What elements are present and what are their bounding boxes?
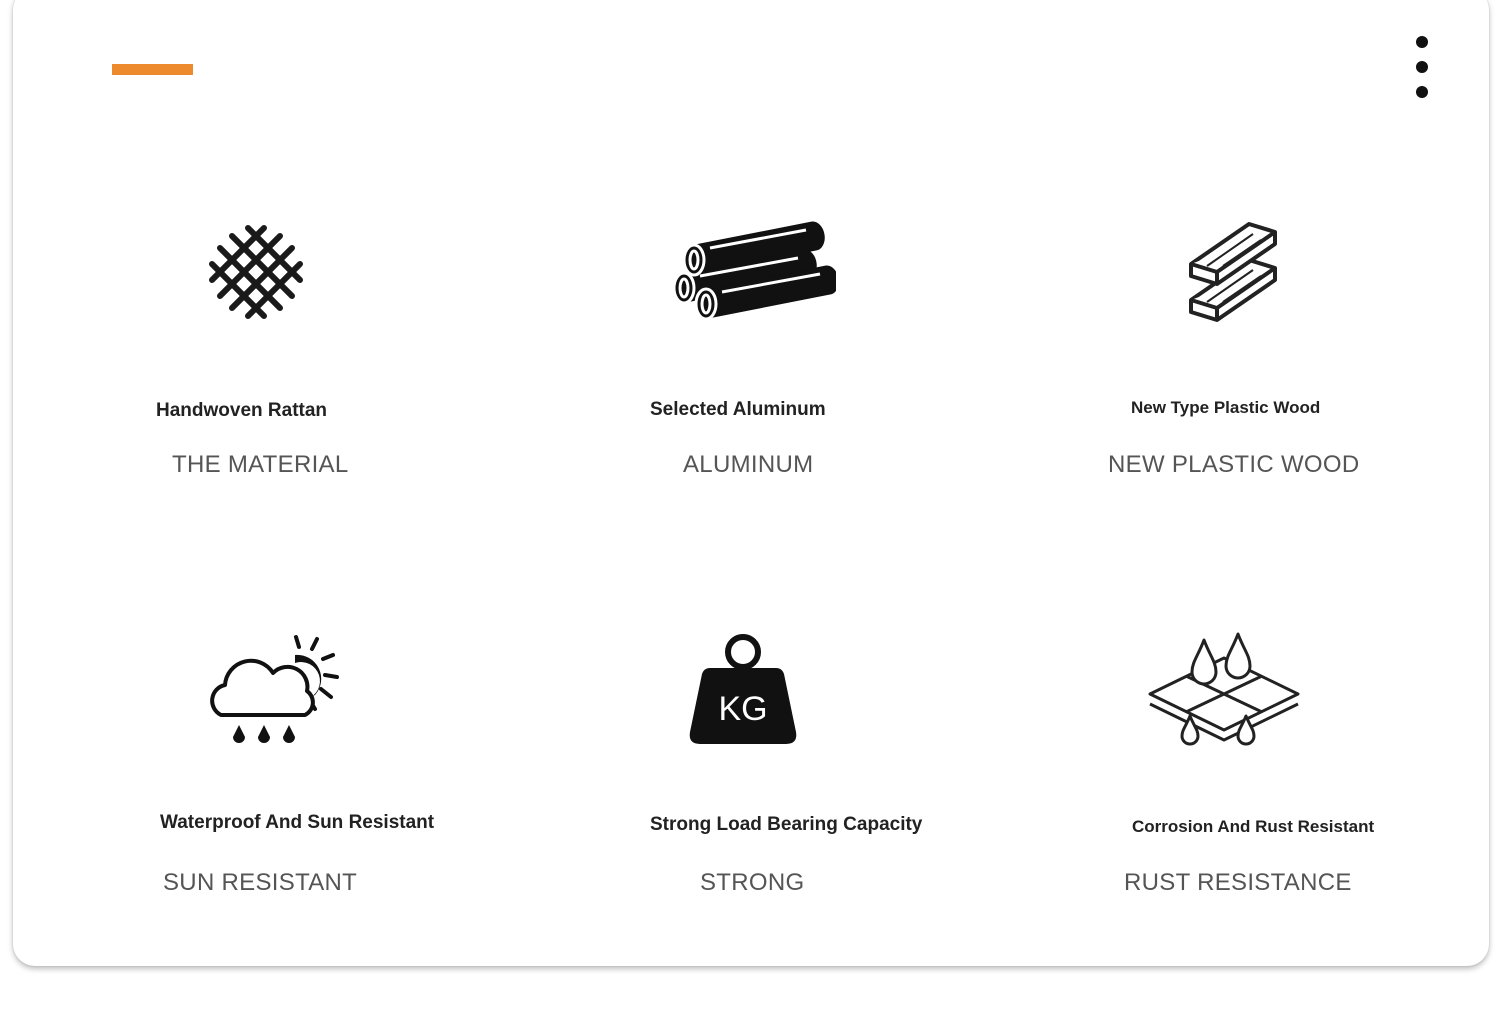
menu-dot — [1416, 86, 1428, 98]
wood-planks-icon — [1183, 214, 1283, 330]
feature-title: New Type Plastic Wood — [1131, 398, 1321, 417]
feature-subtitle: RUST RESISTANCE — [1124, 869, 1352, 896]
kg-weight-icon — [688, 632, 798, 746]
aluminum-tubes-icon — [666, 216, 836, 326]
feature-title: Strong Load Bearing Capacity — [650, 814, 923, 835]
cloud-sun-rain-icon — [203, 633, 339, 747]
feature-title: Handwoven Rattan — [156, 400, 328, 421]
feature-title: Selected Aluminum — [650, 399, 826, 420]
more-options-icon[interactable] — [1409, 36, 1435, 100]
feature-subtitle: THE MATERIAL — [172, 451, 349, 478]
feature-subtitle: NEW PLASTIC WOOD — [1108, 451, 1360, 478]
feature-subtitle: SUN RESISTANT — [163, 869, 358, 896]
feature-title: Waterproof And Sun Resistant — [160, 812, 435, 833]
svg-text:KG: KG — [718, 690, 768, 728]
menu-dot — [1416, 61, 1428, 73]
feature-title: Corrosion And Rust Resistant — [1132, 817, 1375, 836]
menu-dot — [1416, 36, 1428, 48]
feature-subtitle: STRONG — [700, 869, 805, 896]
feature-subtitle: ALUMINUM — [683, 451, 814, 478]
water-drops-layers-icon — [1146, 632, 1302, 750]
features-card — [13, 0, 1489, 966]
